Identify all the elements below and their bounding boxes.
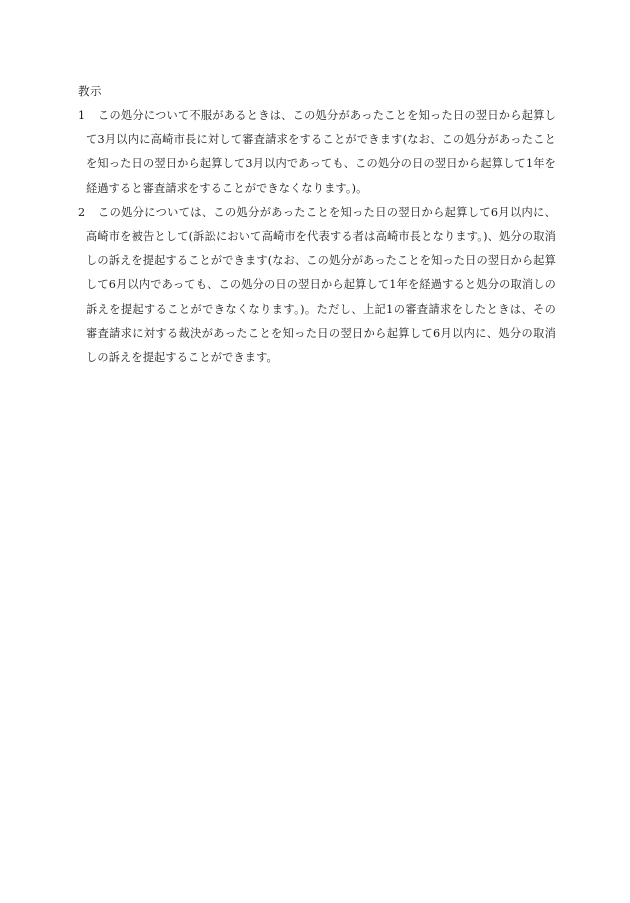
instruction-item-2	[78, 201, 556, 370]
item-text: この処分について不服があるときは、この処分があったことを知った日の翌日から起算して3月以内に高崎市長に対して審査請求をすることができます(なお、この処分があったことを知った日の翌日から起算して3月以内であっても、この処分の日の翌日から起算して1年を経過すると審査請求をすることができなくなります。)。	[86, 109, 556, 195]
instruction-item-1	[78, 104, 556, 201]
item-text: この処分については、この処分があったことを知った日の翌日から起算して6月以内に、高崎市を被告として(訴訟において高崎市を代表する者は高崎市長となります。)、処分の取消しの訴えを提起することができます(なお、この処分があったことを知った日の翌日から起算して6月以内であっても、この処分の日の翌日から起算して1年を経過すると処分の取消しの訴えを提起することができなくなります。)。ただし、上記1の審査請求をしたときは、その審査請求に対する裁決があったことを知った日の翌日から起算して6月以内に、処分の取消しの訴えを提起することができます。	[86, 205, 556, 365]
document-heading: 教示	[78, 84, 102, 98]
document-page	[78, 80, 556, 370]
item-number: 1	[78, 109, 86, 122]
item-number: 2	[78, 205, 86, 219]
